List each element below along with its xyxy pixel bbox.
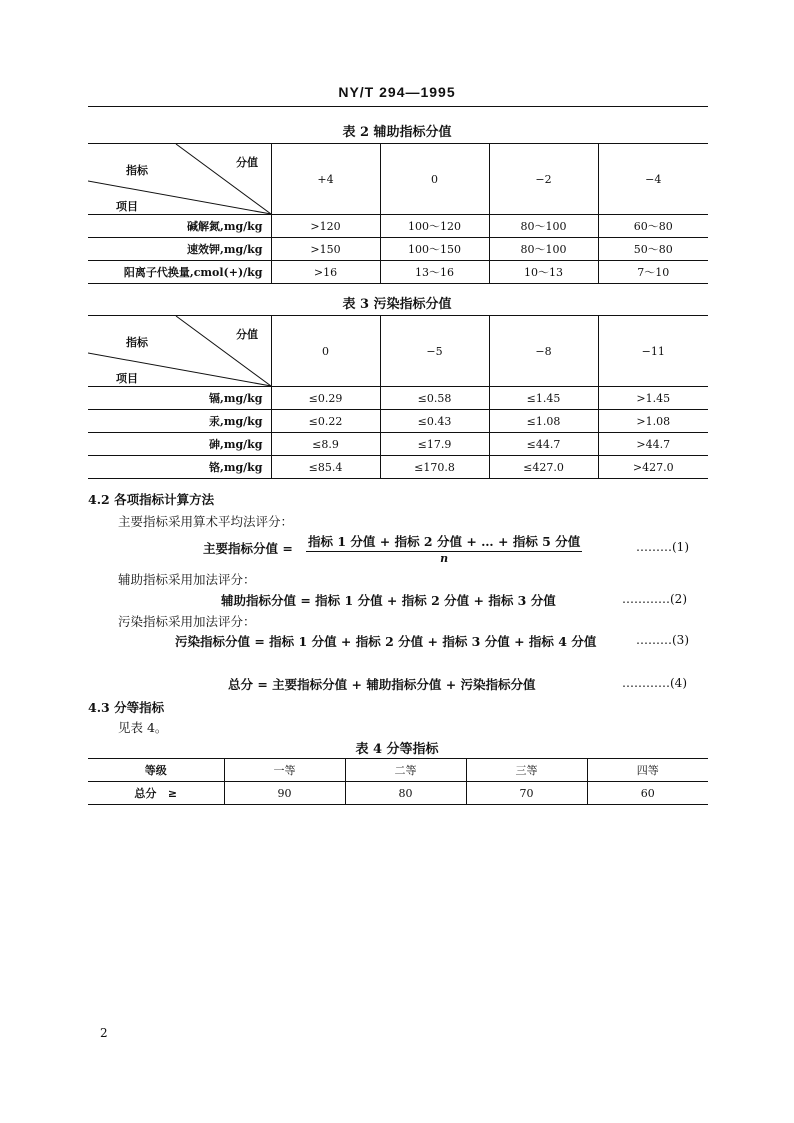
table-cell: 100～150: [380, 238, 489, 261]
table-row: [88, 456, 708, 479]
equation-1-lhs: 主要指标分值 =: [203, 541, 293, 556]
table-cell: 90: [224, 782, 345, 805]
table-cell: ≤44.7: [489, 433, 598, 456]
table-cell: >1.08: [598, 410, 708, 433]
table-row: [88, 782, 708, 805]
equation-4-number: …………(4): [622, 676, 687, 690]
table3-header-row: [88, 316, 708, 387]
aux-method-text: 辅助指标采用加法评分：: [118, 572, 256, 587]
table-cell: >150: [271, 238, 380, 261]
table-cell: ≤427.0: [489, 456, 598, 479]
table-cell: 100～120: [380, 215, 489, 238]
pollution-method-text: 污染指标采用加法评分：: [118, 614, 256, 629]
table2-header-row: [88, 144, 708, 215]
diag-mid-label: 指标: [126, 336, 148, 349]
col-header: −5: [380, 316, 489, 387]
row-label: 碱解氮,mg/kg: [88, 215, 271, 238]
table-cell: 70: [466, 782, 587, 805]
equation-1-fraction: [306, 532, 582, 565]
main-method-text: 主要指标采用算术平均法评分：: [118, 514, 294, 529]
table-cell: ≤17.9: [380, 433, 489, 456]
table-cell: 等级: [88, 759, 224, 782]
table-row: [88, 261, 708, 284]
col-header: +4: [271, 144, 380, 215]
table-cell: 13～16: [380, 261, 489, 284]
diag-bottom-label: 项目: [116, 372, 138, 385]
equation-2: 辅助指标分值 = 指标 1 分值 + 指标 2 分值 + 指标 3 分值: [221, 593, 556, 608]
table-cell: ≤0.58: [380, 387, 489, 410]
row-label: 镉,mg/kg: [88, 387, 271, 410]
table-cell: ≤170.8: [380, 456, 489, 479]
table-cell: 10～13: [489, 261, 598, 284]
table-cell: >16: [271, 261, 380, 284]
header-rule: [88, 106, 708, 107]
table-cell: 60～80: [598, 215, 708, 238]
table3: [88, 315, 708, 479]
table-cell: >44.7: [598, 433, 708, 456]
row-label: 总分 ≥: [88, 782, 224, 805]
row-label: 阳离子代换量,cmol(+)/kg: [88, 261, 271, 284]
col-header: −8: [489, 316, 598, 387]
equation-4: 总分 = 主要指标分值 + 辅助指标分值 + 污染指标分值: [228, 677, 536, 692]
table-cell: 二等: [345, 759, 466, 782]
col-header: −2: [489, 144, 598, 215]
row-label: 汞,mg/kg: [88, 410, 271, 433]
row-label: 速效钾,mg/kg: [88, 238, 271, 261]
equation-3: 污染指标分值 = 指标 1 分值 + 指标 2 分值 + 指标 3 分值 + 指标 4 分值: [175, 634, 597, 649]
diag-top-label: 分值: [236, 328, 258, 341]
table2-caption: 表 2 辅助指标分值: [342, 125, 452, 140]
equation-2-number: …………(2): [622, 592, 687, 606]
table4: [88, 758, 708, 805]
row-label: 砷,mg/kg: [88, 433, 271, 456]
section-4-2-heading: 4.2 各项指标计算方法: [88, 492, 215, 507]
equation-1-number: ………(1): [636, 540, 689, 554]
table-cell: 80～100: [489, 215, 598, 238]
table-cell: >120: [271, 215, 380, 238]
table-cell: ≤0.29: [271, 387, 380, 410]
diag-top-label: 分值: [236, 156, 258, 169]
col-header: −4: [598, 144, 708, 215]
table-cell: ≤8.9: [271, 433, 380, 456]
table-cell: 50～80: [598, 238, 708, 261]
table-row: [88, 410, 708, 433]
table-cell: ≤1.45: [489, 387, 598, 410]
table-row: [88, 387, 708, 410]
diag-mid-label: 指标: [126, 164, 148, 177]
table-cell: 一等: [224, 759, 345, 782]
table2-diagonal-header: [88, 144, 271, 215]
page-number: 2: [100, 1026, 108, 1040]
table-cell: 60: [587, 782, 708, 805]
table-cell: 80～100: [489, 238, 598, 261]
equation-1-numerator: 指标 1 分值 + 指标 2 分值 + … + 指标 5 分值: [306, 532, 582, 552]
table-cell: ≤0.22: [271, 410, 380, 433]
equation-3-number: ………(3): [636, 633, 689, 647]
table-row: [88, 433, 708, 456]
diag-bottom-label: 项目: [116, 200, 138, 213]
see-table-4-text: 见表 4。: [118, 720, 168, 735]
table-cell: 80: [345, 782, 466, 805]
row-label: 铬,mg/kg: [88, 456, 271, 479]
col-header: 0: [380, 144, 489, 215]
table-cell: 三等: [466, 759, 587, 782]
table-cell: >427.0: [598, 456, 708, 479]
table3-caption: 表 3 污染指标分值: [342, 297, 452, 312]
table-row: [88, 215, 708, 238]
table3-diagonal-header: [88, 316, 271, 387]
table4-header-row: [88, 759, 708, 782]
table2: [88, 143, 708, 284]
table-cell: ≤1.08: [489, 410, 598, 433]
table-cell: 7～10: [598, 261, 708, 284]
table-row: [88, 238, 708, 261]
table-cell: >1.45: [598, 387, 708, 410]
standard-code-header: NY/T 294—1995: [338, 84, 456, 100]
equation-1-denominator: n: [440, 552, 449, 565]
table-cell: ≤85.4: [271, 456, 380, 479]
col-header: 0: [271, 316, 380, 387]
table-cell: 四等: [587, 759, 708, 782]
table-cell: ≤0.43: [380, 410, 489, 433]
col-header: −11: [598, 316, 708, 387]
table4-caption: 表 4 分等指标: [355, 742, 439, 757]
section-4-3-heading: 4.3 分等指标: [88, 700, 165, 715]
